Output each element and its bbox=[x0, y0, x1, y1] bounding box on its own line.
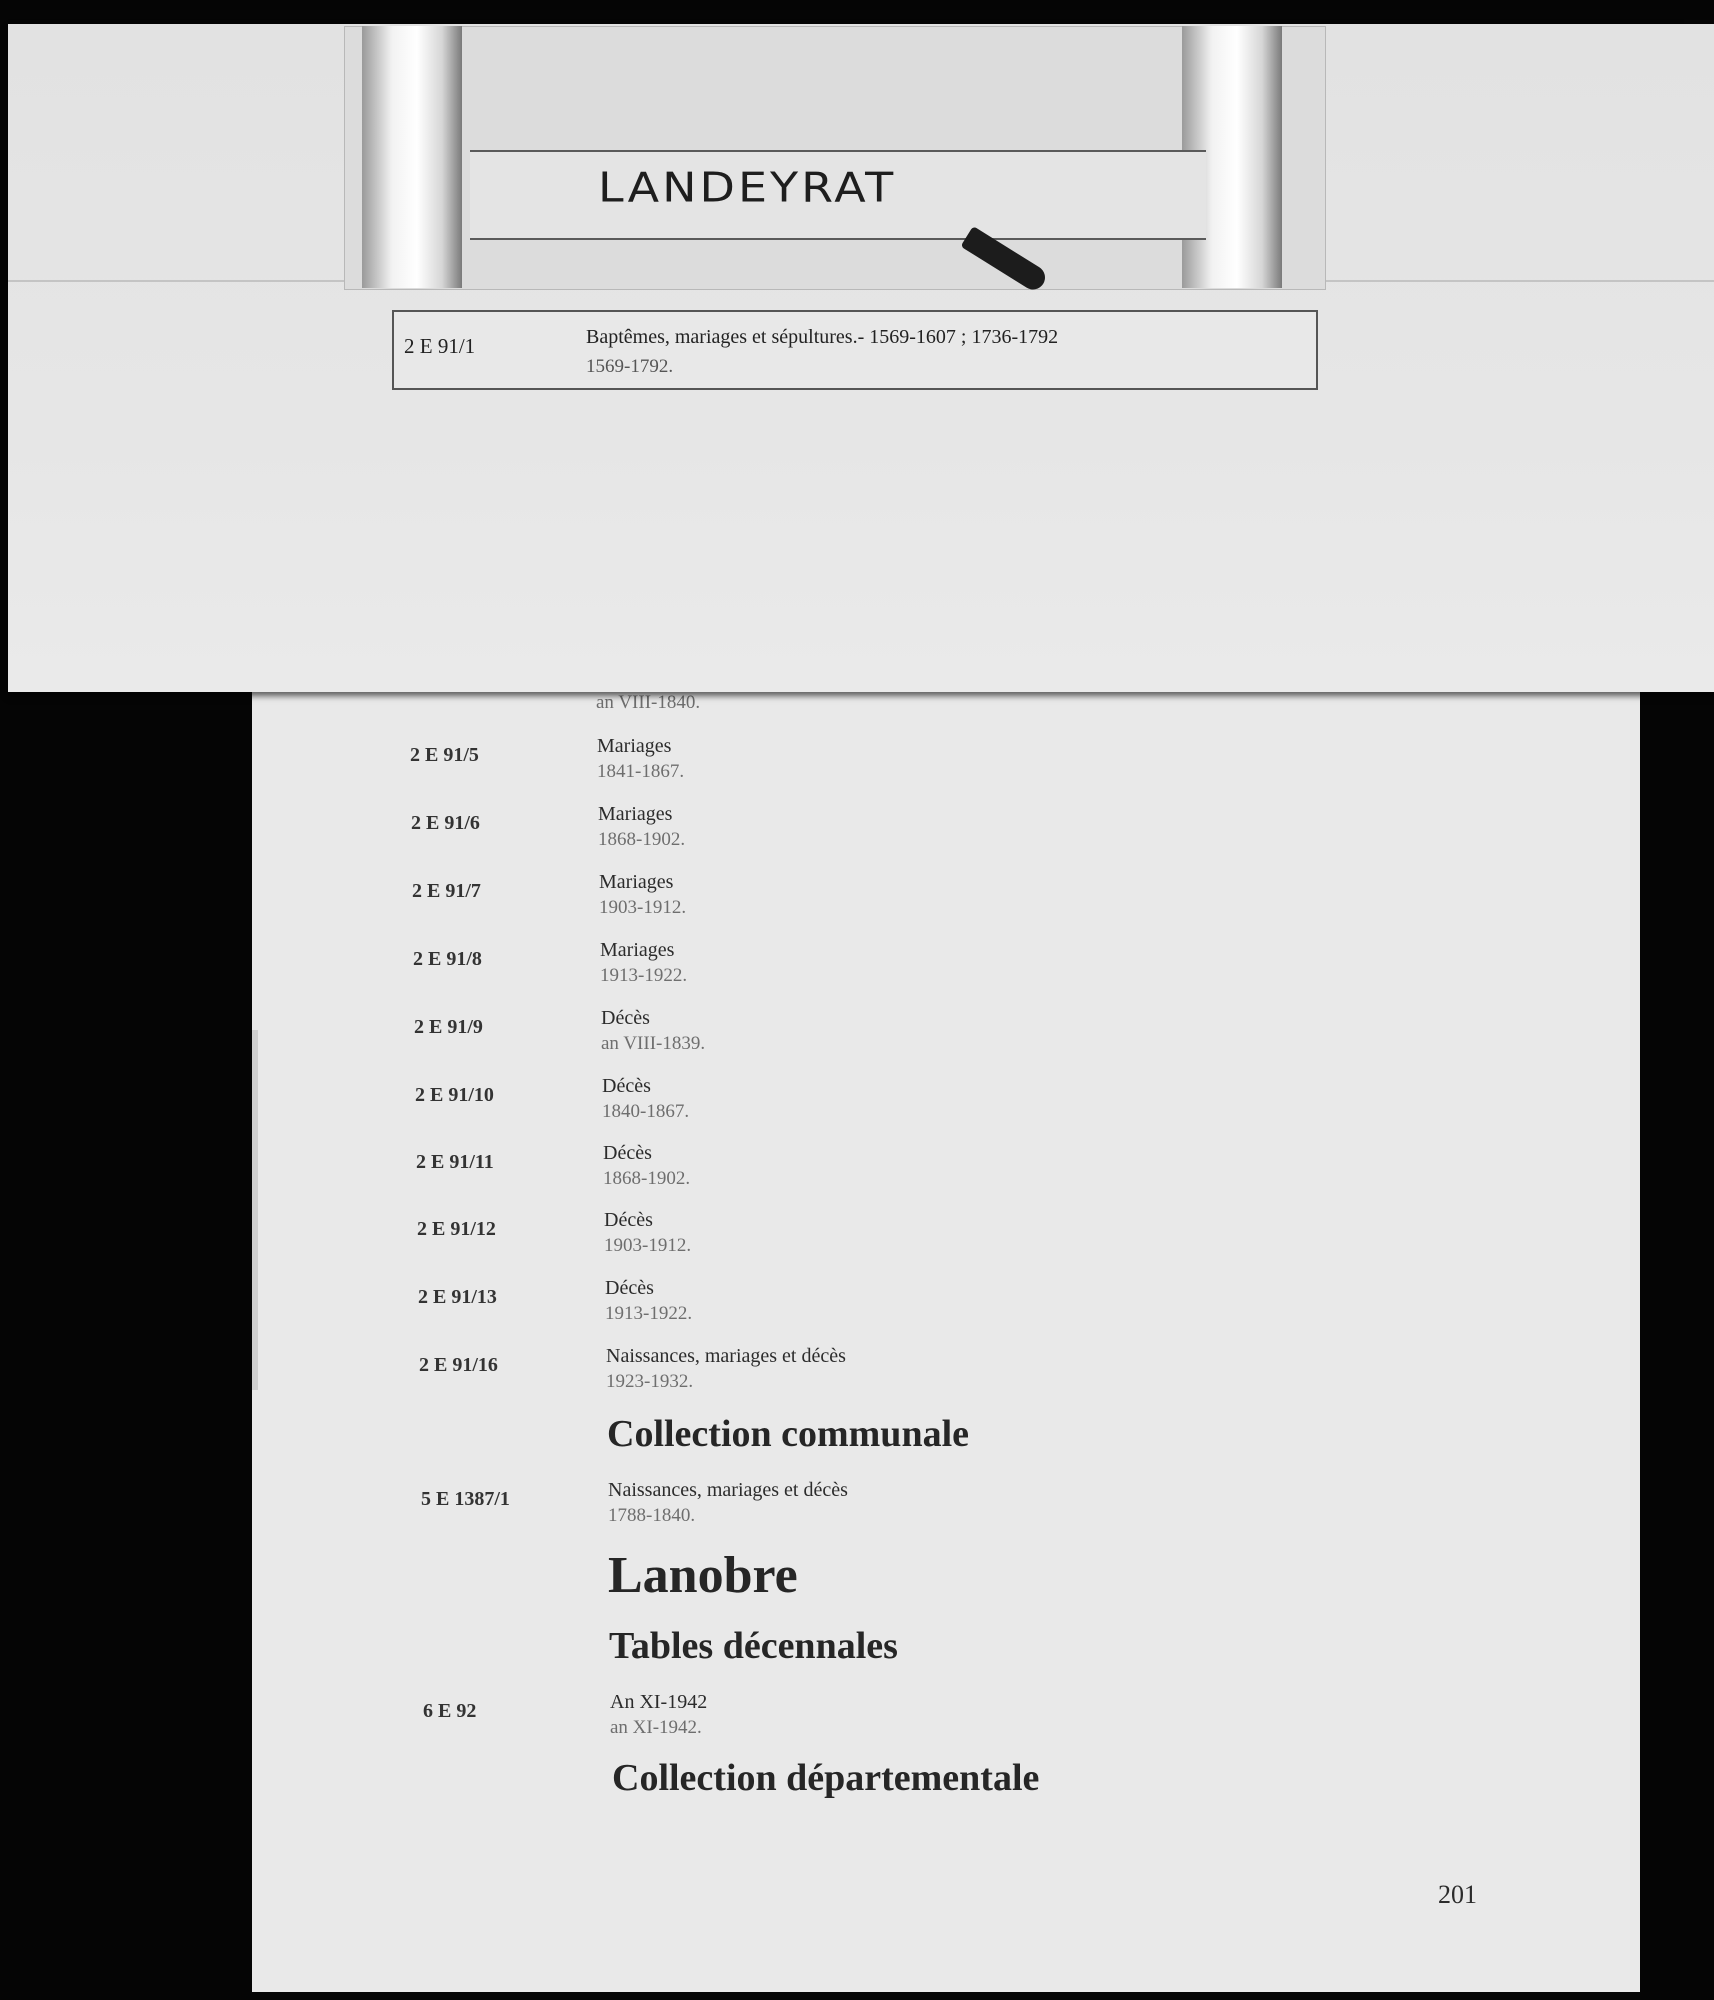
entry-description: Naissances, mariages et décès bbox=[606, 1345, 846, 1367]
entry-description: Décès bbox=[602, 1075, 651, 1097]
entry-dates: 1868-1902. bbox=[598, 829, 686, 850]
entry-description: Décès bbox=[603, 1142, 652, 1164]
entry-cote: 2 E 91/1 bbox=[404, 334, 476, 358]
entry-dates: 1903-1912. bbox=[604, 1235, 692, 1256]
entry-cote: 2 E 91/6 bbox=[411, 812, 480, 834]
entry-cote: 2 E 91/13 bbox=[418, 1286, 497, 1308]
commune-heading: Lanobre bbox=[608, 1547, 798, 1604]
entry-cote: 2 E 91/7 bbox=[412, 880, 481, 902]
entry-description: Baptêmes, mariages et sépultures.- 1569-1607 ; 1736-1792 bbox=[586, 326, 1059, 348]
entry-description: Mariages bbox=[599, 871, 674, 893]
entry-cote: 6 E 92 bbox=[423, 1700, 477, 1722]
cut-off-entry-dates: an VIII-1840. bbox=[596, 692, 701, 713]
entry-cote: 2 E 91/5 bbox=[410, 744, 479, 766]
entry-dates: 1923-1932. bbox=[606, 1371, 694, 1392]
entry-dates: 1903-1912. bbox=[599, 897, 687, 918]
entry-dates: an VIII-1839. bbox=[601, 1033, 706, 1054]
entry-dates: an XI-1942. bbox=[610, 1717, 702, 1738]
entry-dates: 1913-1922. bbox=[600, 965, 688, 986]
entry-dates: 1840-1867. bbox=[602, 1101, 690, 1122]
entry-description: Mariages bbox=[598, 803, 673, 825]
top-register-entry bbox=[392, 310, 1318, 390]
page-edge bbox=[252, 1030, 258, 1390]
entry-cote: 2 E 91/8 bbox=[413, 948, 482, 970]
commune-label: LANDEYRAT bbox=[598, 162, 897, 212]
scan-corner bbox=[1684, 0, 1714, 24]
tape-strip-left bbox=[362, 26, 462, 288]
entry-dates: 1569-1792. bbox=[586, 356, 674, 377]
page-number: 201 bbox=[1438, 1880, 1477, 1909]
entry-cote: 2 E 91/10 bbox=[415, 1084, 494, 1106]
entry-description: Mariages bbox=[600, 939, 675, 961]
entry-dates: 1868-1902. bbox=[603, 1168, 691, 1189]
entry-dates: 1788-1840. bbox=[608, 1505, 696, 1526]
entry-description: An XI-1942 bbox=[610, 1691, 708, 1713]
entry-cote: 5 E 1387/1 bbox=[421, 1488, 510, 1510]
entry-cote: 2 E 91/11 bbox=[416, 1151, 494, 1173]
section-heading-communale: Collection communale bbox=[607, 1413, 970, 1455]
entry-description: Décès bbox=[604, 1209, 653, 1231]
entry-cote: 2 E 91/16 bbox=[419, 1354, 498, 1376]
section-heading-departementale: Collection départementale bbox=[612, 1757, 1040, 1799]
entry-dates: 1841-1867. bbox=[597, 761, 685, 782]
entry-dates: 1913-1922. bbox=[605, 1303, 693, 1324]
entry-description: Décès bbox=[605, 1277, 654, 1299]
section-heading-tables: Tables décennales bbox=[609, 1625, 898, 1667]
entry-description: Décès bbox=[601, 1007, 650, 1029]
entry-cote: 2 E 91/9 bbox=[414, 1016, 483, 1038]
entry-description: Mariages bbox=[597, 735, 672, 757]
entry-cote: 2 E 91/12 bbox=[417, 1218, 496, 1240]
entry-description: Naissances, mariages et décès bbox=[608, 1479, 848, 1501]
